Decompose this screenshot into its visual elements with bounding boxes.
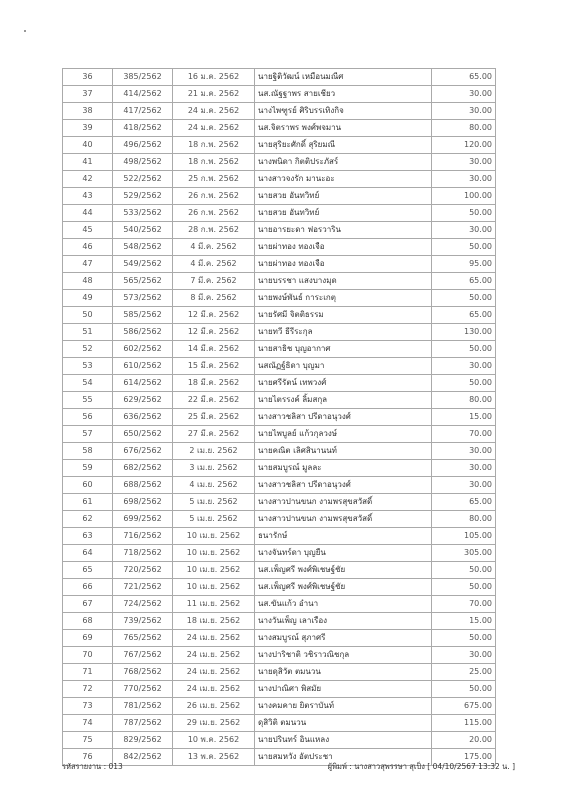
date-cell: 5 เม.ย. 2562 (173, 511, 255, 528)
amount-cell: 30.00 (432, 222, 496, 239)
document-number: 565/2562 (113, 273, 173, 290)
table-row (63, 460, 496, 477)
table-row (63, 69, 496, 86)
document-number: 540/2562 (113, 222, 173, 239)
date-cell: 14 มี.ค. 2562 (173, 341, 255, 358)
row-number: 58 (63, 443, 113, 460)
table-row (63, 307, 496, 324)
payer-name: นายพงษ์พันธ์ การะเกตุ (255, 290, 432, 307)
date-cell: 24 เม.ย. 2562 (173, 647, 255, 664)
date-cell: 24 ม.ค. 2562 (173, 120, 255, 137)
row-number: 43 (63, 188, 113, 205)
payer-name: นายสาธิช บุญอากาศ (255, 341, 432, 358)
document-number: 585/2562 (113, 307, 173, 324)
row-number: 41 (63, 154, 113, 171)
row-number: 60 (63, 477, 113, 494)
table-row (63, 239, 496, 256)
table-row (63, 290, 496, 307)
payer-name: นส.ขันแก้ว อำนา (255, 596, 432, 613)
amount-cell: 175.00 (432, 749, 496, 766)
row-number: 68 (63, 613, 113, 630)
amount-cell: 25.00 (432, 664, 496, 681)
row-number: 66 (63, 579, 113, 596)
payer-name: นายสวย อันทวิทย์ (255, 188, 432, 205)
document-number: 720/2562 (113, 562, 173, 579)
amount-cell: 50.00 (432, 579, 496, 596)
table-row (63, 647, 496, 664)
row-number: 74 (63, 715, 113, 732)
row-number: 52 (63, 341, 113, 358)
table-row (63, 562, 496, 579)
table-row (63, 630, 496, 647)
date-cell: 5 เม.ย. 2562 (173, 494, 255, 511)
amount-cell: 30.00 (432, 443, 496, 460)
amount-cell: 30.00 (432, 460, 496, 477)
table-row (63, 698, 496, 715)
document-number: 636/2562 (113, 409, 173, 426)
row-number: 51 (63, 324, 113, 341)
table-row (63, 103, 496, 120)
document-number: 768/2562 (113, 664, 173, 681)
payer-name: นส.ณัฐฐาพร สายเชียว (255, 86, 432, 103)
date-cell: 26 เม.ย. 2562 (173, 698, 255, 715)
table-row (63, 426, 496, 443)
payer-name: นส.เพ็ญศรี พงศ์พิเชษฐ์ชัย (255, 579, 432, 596)
payer-name: นายผ่าทอง ทองเจือ (255, 239, 432, 256)
amount-cell: 80.00 (432, 511, 496, 528)
payer-name: นางปาณิศา พิสมัย (255, 681, 432, 698)
amount-cell: 30.00 (432, 358, 496, 375)
amount-cell: 20.00 (432, 732, 496, 749)
amount-cell: 70.00 (432, 426, 496, 443)
payer-name: นางสมบูรณ์ สุภาศรี (255, 630, 432, 647)
date-cell: 11 เม.ย. 2562 (173, 596, 255, 613)
amount-cell: 30.00 (432, 103, 496, 120)
document-number: 522/2562 (113, 171, 173, 188)
document-number: 573/2562 (113, 290, 173, 307)
amount-cell: 50.00 (432, 375, 496, 392)
date-cell: 10 เม.ย. 2562 (173, 528, 255, 545)
table-row (63, 392, 496, 409)
payer-name: นส.เพ็ญศรี พงศ์พิเชษฐ์ชัย (255, 562, 432, 579)
amount-cell: 30.00 (432, 477, 496, 494)
payer-name: นายสมบูรณ์ มูลละ (255, 460, 432, 477)
row-number: 53 (63, 358, 113, 375)
document-number: 385/2562 (113, 69, 173, 86)
amount-cell: 95.00 (432, 256, 496, 273)
amount-cell: 50.00 (432, 205, 496, 222)
amount-cell: 80.00 (432, 120, 496, 137)
document-number: 529/2562 (113, 188, 173, 205)
payer-name: นางสาวปานขนก งามพรสุขสวัสดิ์ (255, 494, 432, 511)
document-number: 496/2562 (113, 137, 173, 154)
row-number: 55 (63, 392, 113, 409)
payer-name: นายปรินทร์ อินแหลง (255, 732, 432, 749)
document-number: 418/2562 (113, 120, 173, 137)
row-number: 69 (63, 630, 113, 647)
table-row (63, 579, 496, 596)
document-number: 614/2562 (113, 375, 173, 392)
amount-cell: 115.00 (432, 715, 496, 732)
receipt-table (62, 68, 496, 766)
amount-cell: 65.00 (432, 69, 496, 86)
payer-name: นางจันทร์ดา บุญยืน (255, 545, 432, 562)
payer-name: นายอารยะดา ฟอรวาริน (255, 222, 432, 239)
receipt-table-body (63, 69, 496, 766)
payer-name: นางสาวปานขนก งามพรสุขสวัสดิ์ (255, 511, 432, 528)
table-row (63, 732, 496, 749)
table-row (63, 256, 496, 273)
document-number: 781/2562 (113, 698, 173, 715)
payer-name: นายสุริยะศักดิ์ สุริยมณี (255, 137, 432, 154)
printed-by: ผู้พิมพ์ : นางสาวสุพรรษา สุเป็ง [ 04/10/2567 13:32 น. ] (327, 762, 515, 771)
row-number: 46 (63, 239, 113, 256)
report-code: รหัสรายงาน : 013 (62, 762, 123, 771)
table-row (63, 545, 496, 562)
document-number: 724/2562 (113, 596, 173, 613)
row-number: 38 (63, 103, 113, 120)
payer-name: นางสาวจงรัก มานะอะ (255, 171, 432, 188)
amount-cell: 130.00 (432, 324, 496, 341)
payer-name: ธนารักษ์ (255, 528, 432, 545)
row-number: 54 (63, 375, 113, 392)
document-number: 676/2562 (113, 443, 173, 460)
amount-cell: 100.00 (432, 188, 496, 205)
row-number: 73 (63, 698, 113, 715)
table-row (63, 137, 496, 154)
table-row (63, 494, 496, 511)
row-number: 64 (63, 545, 113, 562)
date-cell: 24 เม.ย. 2562 (173, 630, 255, 647)
date-cell: 24 เม.ย. 2562 (173, 664, 255, 681)
date-cell: 26 ก.พ. 2562 (173, 188, 255, 205)
row-number: 65 (63, 562, 113, 579)
document-number: 718/2562 (113, 545, 173, 562)
table-row (63, 375, 496, 392)
document-number: 549/2562 (113, 256, 173, 273)
amount-cell: 30.00 (432, 171, 496, 188)
amount-cell: 105.00 (432, 528, 496, 545)
table-row (63, 188, 496, 205)
date-cell: 4 มี.ค. 2562 (173, 239, 255, 256)
amount-cell: 30.00 (432, 647, 496, 664)
row-number: 47 (63, 256, 113, 273)
amount-cell: 65.00 (432, 494, 496, 511)
amount-cell: 50.00 (432, 681, 496, 698)
amount-cell: 30.00 (432, 86, 496, 103)
date-cell: 24 เม.ย. 2562 (173, 681, 255, 698)
amount-cell: 80.00 (432, 392, 496, 409)
amount-cell: 50.00 (432, 341, 496, 358)
table-row (63, 273, 496, 290)
date-cell: 27 มี.ค. 2562 (173, 426, 255, 443)
scan-dot (24, 30, 26, 32)
document-number: 602/2562 (113, 341, 173, 358)
row-number: 56 (63, 409, 113, 426)
amount-cell: 675.00 (432, 698, 496, 715)
document-number: 650/2562 (113, 426, 173, 443)
payer-name: นายศรีรัตน์ เทพวงศ์ (255, 375, 432, 392)
date-cell: 10 เม.ย. 2562 (173, 579, 255, 596)
date-cell: 13 พ.ค. 2562 (173, 749, 255, 766)
document-number: 829/2562 (113, 732, 173, 749)
payer-name: นสณัฏฐ์ธิดา บุญมา (255, 358, 432, 375)
document-number: 682/2562 (113, 460, 173, 477)
payer-name: นายคณิต เลิศสินานนท์ (255, 443, 432, 460)
payer-name: ดุสิวิติ ตมนวน (255, 715, 432, 732)
payer-name: นายรัศมี จิตติธรรม (255, 307, 432, 324)
document-number: 548/2562 (113, 239, 173, 256)
table-row (63, 120, 496, 137)
document-number: 699/2562 (113, 511, 173, 528)
document-number: 767/2562 (113, 647, 173, 664)
row-number: 50 (63, 307, 113, 324)
date-cell: 22 มี.ค. 2562 (173, 392, 255, 409)
date-cell: 26 ก.พ. 2562 (173, 205, 255, 222)
amount-cell: 305.00 (432, 545, 496, 562)
amount-cell: 50.00 (432, 239, 496, 256)
date-cell: 10 เม.ย. 2562 (173, 562, 255, 579)
payer-name: นายดุสิวัต ตมนวน (255, 664, 432, 681)
payer-name: นายทวี ธีรีระกุล (255, 324, 432, 341)
table-row (63, 664, 496, 681)
date-cell: 2 เม.ย. 2562 (173, 443, 255, 460)
row-number: 48 (63, 273, 113, 290)
payer-name: นส.จิตราพร พงศ์พจมาน (255, 120, 432, 137)
document-number: 842/2562 (113, 749, 173, 766)
row-number: 40 (63, 137, 113, 154)
document-number: 721/2562 (113, 579, 173, 596)
document-number: 716/2562 (113, 528, 173, 545)
row-number: 72 (63, 681, 113, 698)
row-number: 36 (63, 69, 113, 86)
date-cell: 3 เม.ย. 2562 (173, 460, 255, 477)
date-cell: 4 มี.ค. 2562 (173, 256, 255, 273)
amount-cell: 70.00 (432, 596, 496, 613)
date-cell: 10 เม.ย. 2562 (173, 545, 255, 562)
payer-name: นางวันเพ็ญ เลาเรือง (255, 613, 432, 630)
table-row (63, 324, 496, 341)
amount-cell: 50.00 (432, 562, 496, 579)
date-cell: 25 มี.ค. 2562 (173, 409, 255, 426)
document-number: 610/2562 (113, 358, 173, 375)
payer-name: นายผ่าทอง ทองเจือ (255, 256, 432, 273)
row-number: 59 (63, 460, 113, 477)
date-cell: 16 ม.ค. 2562 (173, 69, 255, 86)
payer-name: นายบรรชา แสงบางมุด (255, 273, 432, 290)
row-number: 63 (63, 528, 113, 545)
document-number: 787/2562 (113, 715, 173, 732)
document-number: 417/2562 (113, 103, 173, 120)
payer-name: นางสาวชลิสา ปรีดาอนุวงศ์ (255, 477, 432, 494)
table-row (63, 681, 496, 698)
payer-name: นางไพฑูรย์ ศิริบรรเทิงกิจ (255, 103, 432, 120)
document-number: 765/2562 (113, 630, 173, 647)
payer-name: นายสวย อันทวิทย์ (255, 205, 432, 222)
amount-cell: 65.00 (432, 307, 496, 324)
date-cell: 15 มี.ค. 2562 (173, 358, 255, 375)
document-number: 770/2562 (113, 681, 173, 698)
table-row (63, 528, 496, 545)
date-cell: 10 พ.ค. 2562 (173, 732, 255, 749)
payer-name: นายไพบูลย์ แก้วกุลวงษ์ (255, 426, 432, 443)
document-number: 739/2562 (113, 613, 173, 630)
table-row (63, 443, 496, 460)
table-row (63, 613, 496, 630)
date-cell: 24 ม.ค. 2562 (173, 103, 255, 120)
row-number: 62 (63, 511, 113, 528)
document-number: 533/2562 (113, 205, 173, 222)
row-number: 42 (63, 171, 113, 188)
document-number: 629/2562 (113, 392, 173, 409)
table-row (63, 154, 496, 171)
payer-name: นางคมคาย ยิตราบันท์ (255, 698, 432, 715)
payer-name: นางสาวชลิสา ปรีดาอนุวงศ์ (255, 409, 432, 426)
amount-cell: 50.00 (432, 290, 496, 307)
table-row (63, 341, 496, 358)
date-cell: 21 ม.ค. 2562 (173, 86, 255, 103)
date-cell: 18 ก.พ. 2562 (173, 154, 255, 171)
row-number: 61 (63, 494, 113, 511)
table-row (63, 205, 496, 222)
row-number: 71 (63, 664, 113, 681)
table-row (63, 409, 496, 426)
table-row (63, 358, 496, 375)
payer-name: นายสมหวัง อัตประชา (255, 749, 432, 766)
amount-cell: 65.00 (432, 273, 496, 290)
row-number: 45 (63, 222, 113, 239)
row-number: 70 (63, 647, 113, 664)
amount-cell: 15.00 (432, 613, 496, 630)
date-cell: 4 เม.ย. 2562 (173, 477, 255, 494)
row-number: 57 (63, 426, 113, 443)
date-cell: 18 ก.พ. 2562 (173, 137, 255, 154)
table-row (63, 596, 496, 613)
amount-cell: 50.00 (432, 630, 496, 647)
document-number: 414/2562 (113, 86, 173, 103)
date-cell: 8 มี.ค. 2562 (173, 290, 255, 307)
table-row (63, 715, 496, 732)
date-cell: 28 ก.พ. 2562 (173, 222, 255, 239)
document-number: 586/2562 (113, 324, 173, 341)
row-number: 75 (63, 732, 113, 749)
row-number: 44 (63, 205, 113, 222)
row-number: 39 (63, 120, 113, 137)
date-cell: 12 มี.ค. 2562 (173, 324, 255, 341)
date-cell: 18 เม.ย. 2562 (173, 613, 255, 630)
amount-cell: 30.00 (432, 154, 496, 171)
date-cell: 12 มี.ค. 2562 (173, 307, 255, 324)
document-number: 688/2562 (113, 477, 173, 494)
amount-cell: 15.00 (432, 409, 496, 426)
row-number: 37 (63, 86, 113, 103)
payer-name: นายฐิติวัฒน์ เหมือนมณีศ (255, 69, 432, 86)
payer-name: นางปาริชาติ วชิราวณิชกุล (255, 647, 432, 664)
date-cell: 25 ก.พ. 2562 (173, 171, 255, 188)
row-number: 76 (63, 749, 113, 766)
payer-name: นายไตรรงค์ ลิ้มสกุล (255, 392, 432, 409)
payer-name: นางพนิดา กิตติประภัสร์ (255, 154, 432, 171)
document-number: 698/2562 (113, 494, 173, 511)
row-number: 67 (63, 596, 113, 613)
table-row (63, 86, 496, 103)
table-row (63, 171, 496, 188)
date-cell: 7 มี.ค. 2562 (173, 273, 255, 290)
document-number: 498/2562 (113, 154, 173, 171)
table-row (63, 511, 496, 528)
date-cell: 18 มี.ค. 2562 (173, 375, 255, 392)
table-row (63, 222, 496, 239)
date-cell: 29 เม.ย. 2562 (173, 715, 255, 732)
row-number: 49 (63, 290, 113, 307)
amount-cell: 120.00 (432, 137, 496, 154)
table-row (63, 477, 496, 494)
